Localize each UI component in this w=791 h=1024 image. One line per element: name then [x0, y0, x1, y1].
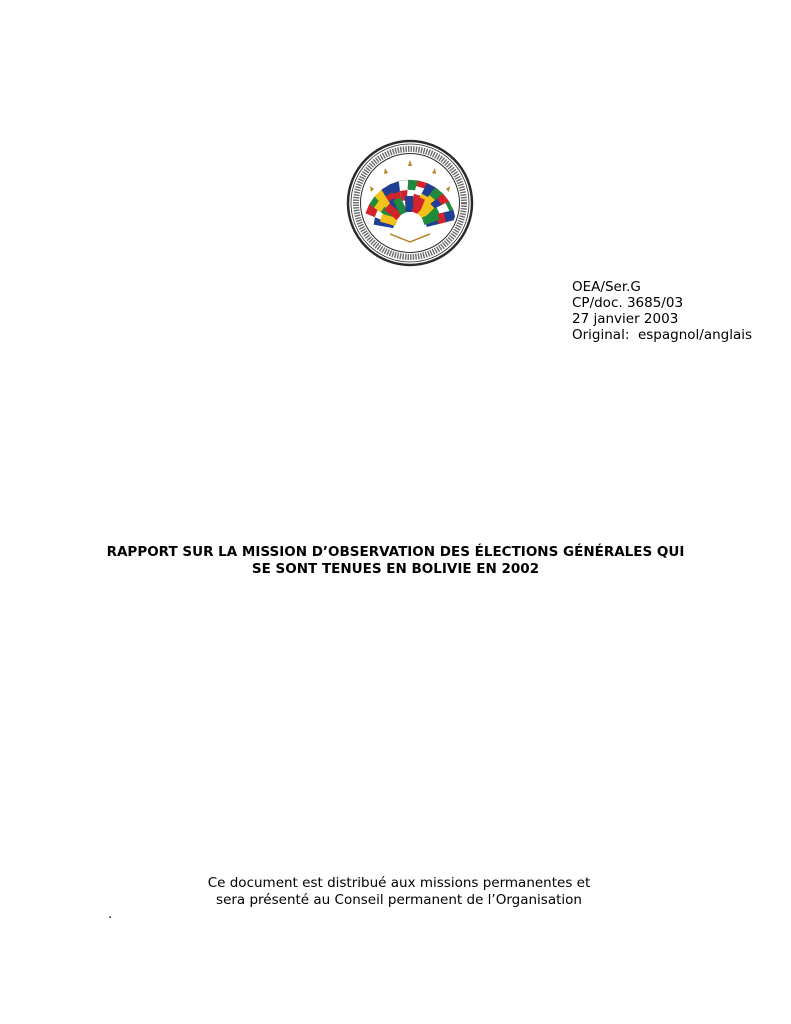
document-title — [60, 544, 731, 578]
document-title-line-1: RAPPORT SUR LA MISSION D’OBSERVATION DES ÉLECTIONS GÉNÉRALES QUI — [106, 544, 685, 560]
oas-seal — [345, 138, 475, 268]
document-reference-block — [572, 279, 752, 343]
document-series: OEA/Ser.G — [572, 279, 641, 295]
document-date: 27 janvier 2003 — [572, 311, 679, 327]
distribution-note-line-2: sera présenté au Conseil permanent de l’Organisation — [216, 892, 582, 908]
distribution-note — [160, 875, 638, 909]
document-number: CP/doc. 3685/03 — [572, 295, 684, 311]
document-original-language: Original: espagnol/anglais — [572, 327, 753, 343]
stray-mark: . — [108, 907, 113, 922]
document-title-line-2: SE SONT TENUES EN BOLIVIE EN 2002 — [251, 561, 540, 577]
distribution-note-line-1: Ce document est distribué aux missions permanentes et — [207, 875, 591, 891]
